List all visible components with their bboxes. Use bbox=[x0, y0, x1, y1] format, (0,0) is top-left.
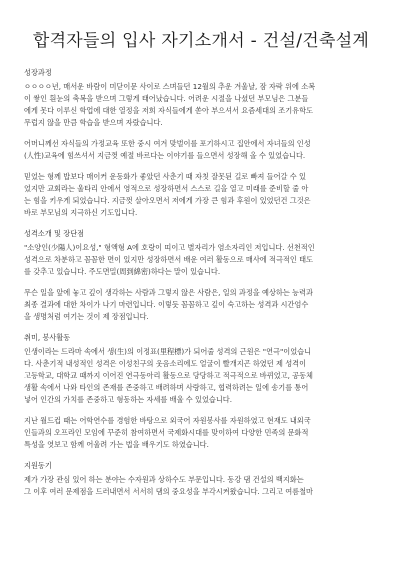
text-line: 어머니께선 자식들의 가정교육 또한 중시 여겨 맞벌이를 포기하시고 집안에서 자녀들의 인성 bbox=[24, 139, 311, 148]
text-line: 무슨 일을 앞에 놓고 깊이 생각하는 사람과 그렇지 않은 사람은, 일의 과정을 예상하는 능력과 bbox=[24, 288, 313, 297]
paragraph bbox=[24, 474, 378, 498]
text-line: 무럽지 않을 만큼 학습을 받으며 자랐습니다. bbox=[24, 118, 163, 127]
document-title: 합격자들의 입사 자기소개서 - 건설/건축설계 bbox=[32, 31, 370, 51]
section-heading: 성장과정 bbox=[24, 68, 52, 77]
text-line: 을 생명처럼 여기는 것이 제 장점입니다. bbox=[24, 312, 149, 321]
text-line: 넣어 인간의 가치를 존중하고 형동하는 자세를 배울 수 있었습니다. bbox=[24, 395, 233, 404]
paragraph bbox=[24, 287, 378, 323]
paragraph bbox=[24, 138, 378, 162]
text-line: 지난 월드컵 때는 어학연수를 경험한 바탕으로 외국어 자원봉사를 자원하였고 현재도 내외국 bbox=[24, 416, 311, 425]
text-line: "소양인(少陽人)이요성," 형액형 A에 호랑이 띠이고 별자리가 염소자리인 저입니다. 선천적인 bbox=[24, 243, 315, 252]
paragraph bbox=[24, 81, 378, 129]
paragraph bbox=[24, 242, 378, 278]
text-line: 특성을 엿보고 함께 어울려 가는 법을 배우기도 하였습니다. bbox=[24, 440, 209, 449]
document-section bbox=[24, 229, 378, 323]
text-line: 는 힘을 키우게 되었습니다. 지금껏 살아오면서 저에게 가장 큰 힘과 후원이 있었던건 그것은 bbox=[24, 196, 311, 205]
text-line: 를 갖추고 있습니다. 주도면밀(周到綿密)하다는 말이 있습니다. bbox=[24, 267, 221, 276]
document-section bbox=[24, 333, 378, 451]
text-line: 다. 사춘기적 내성적인 성격은 이성친구의 웃음소리에도 얼굴이 빨개지곤 하였던 제 성격이 bbox=[24, 359, 307, 368]
document-section bbox=[24, 68, 378, 219]
text-line: 그 이후 여러 문제점을 드러내면서 서서히 댐의 중요성을 부각시켜왔습니다. 그리고 여름철마 bbox=[24, 487, 313, 496]
text-line: 고등학교, 대학교 때까지 이어진 연극동아리 활동으로 당당하고 적극적으로 바뀌었고, 공동체 bbox=[24, 371, 313, 380]
text-line: 었지만 교회라는 울타리 안에서 영적으로 성장하면서 스스로 길을 열고 미래를 준비할 줄 아 bbox=[24, 184, 309, 193]
text-line: 에게 못다 이루신 학업에 대한 열정을 저희 자식들에게 쏟아 부으셔서 요즘세대의 조기유학도 bbox=[24, 106, 313, 115]
text-line: ㅇㅇㅇㅇ년, 매서운 바람이 미닫이문 사이로 스며들던 12월의 추운 겨울날, 잠 자락 위에 소복 bbox=[24, 82, 316, 91]
paragraph bbox=[24, 346, 378, 406]
text-line: 바로 부모님의 지극하신 기도입니다. bbox=[24, 208, 138, 217]
text-line: (人性)교육에 힘쓰셔서 지금껏 예절 바르다는 이야기를 들으면서 성장해 올 수 있었습니다. bbox=[24, 151, 306, 160]
text-line: 믿었는 형께 밥보다 매이커 운동화가 좋았던 사춘기 때 자칫 잘못된 길로 빠져 들어갈 수 있 bbox=[24, 172, 306, 181]
document-body bbox=[24, 68, 378, 498]
paragraph bbox=[24, 415, 378, 451]
text-line: 최종 결과에 대한 차이가 나기 마련입니다. 이렇듯 꼼꼼하고 깊이 숙고하는 성격과 시간엄수 bbox=[24, 300, 309, 309]
text-line: 제가 가장 관심 있어 하는 분야는 수자원과 상하수도 부문입니다. 동강 댐 건설의 백지화는 bbox=[24, 475, 304, 484]
text-line: 성격으로 차분하고 꼼꼼한 면이 있지만 성장하면서 배운 여러 활동으로 매사에 적극적인 태도 bbox=[24, 255, 313, 264]
section-heading: 취미, 봉사활동 bbox=[24, 333, 71, 342]
text-line: 인생이라는 드라마 속에서 생(生)의 이정표(里程標)가 되어줄 성격의 근원은 "연극"이었습니 bbox=[24, 347, 312, 356]
text-line: 생활 속에서 나와 타인의 존재를 존중하고 배려하며 사랑하고, 협력하려는 일에 송기를 통어 bbox=[24, 383, 309, 392]
text-line: 인들과의 오프라인 모임에 꾸준히 참여하면서 국제화시대를 맞이하여 다양한 민족의 문화적 bbox=[24, 428, 309, 437]
text-line: 이 쌓인 흰눈의 축복을 받으며 그렇게 태어났습니다. 어려운 시절을 나셨던 부모님은 그분들 bbox=[24, 94, 309, 103]
section-heading: 지원동기 bbox=[24, 461, 52, 470]
paragraph bbox=[24, 171, 378, 219]
section-heading: 성격소개 및 장단점 bbox=[24, 229, 85, 238]
document-section bbox=[24, 461, 378, 498]
